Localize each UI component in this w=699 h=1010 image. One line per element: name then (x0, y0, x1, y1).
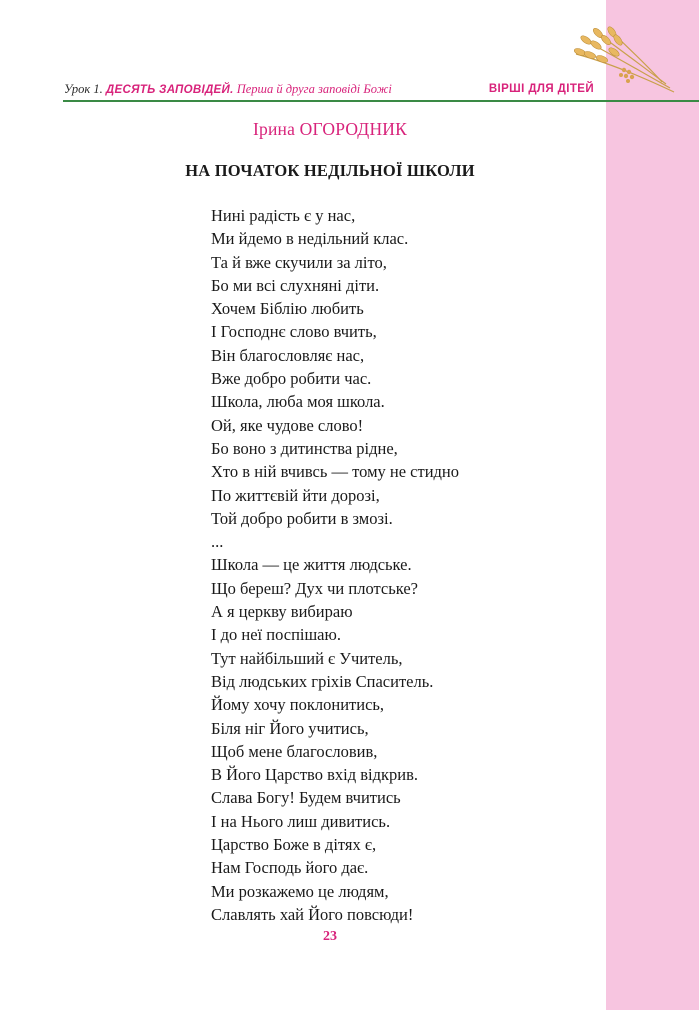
poem-line: Ми розкажемо це людям, (211, 881, 389, 901)
poem-line: Хто в ній вчивсь — тому не стидно (211, 462, 460, 482)
poem-line: Тут найбільший є Учитель, (211, 648, 403, 668)
poem-line: Біля ніг Його учитись, (211, 718, 369, 738)
poem-line: Славлять хай Його повсюди! (211, 904, 414, 924)
poem-line: Він благословляє нас, (211, 345, 365, 365)
side-color-band (606, 0, 699, 1010)
lesson-label: Урок 1. (64, 82, 103, 96)
poem-body (211, 204, 459, 926)
poem-line: Ой, яке чудове слово! (211, 415, 364, 435)
poem-line: Вже добро робити час. (211, 369, 372, 389)
poem-line: Щоб мене благословив, (211, 741, 378, 761)
poem-line: Та й вже скучили за літо, (211, 252, 387, 272)
poem-line: Нам Господь його дає. (211, 858, 369, 878)
poem-line: І на Нього лиш дивитись. (211, 811, 391, 831)
section-title: ВІРШІ ДЛЯ ДІТЕЙ (488, 83, 594, 95)
poem-line: Царство Боже в дітях є, (211, 835, 377, 855)
poem-title: НА ПОЧАТОК НЕДІЛЬНОЇ ШКОЛИ (185, 161, 475, 180)
header-divider (63, 100, 699, 102)
lesson-title: ДЕСЯТЬ ЗАПОВІДЕЙ. (105, 84, 234, 96)
poem-line: Школа — це життя людське. (211, 555, 412, 575)
poem-line: Бо ми всі слухняні діти. (211, 275, 380, 295)
poem-line: По життєвій йти дорозі, (211, 485, 380, 505)
poem-author: Ірина ОГОРОДНИК (252, 119, 407, 139)
poem-line: Ми йдемо в недільний клас. (211, 229, 409, 249)
page-number: 23 (323, 929, 337, 944)
poem-line: Школа, люба моя школа. (211, 392, 385, 412)
running-header (64, 80, 594, 98)
lesson-subtitle: Перша й друга заповіді Божі (236, 82, 392, 96)
poem-line: І Господнє слово вчить, (211, 322, 377, 342)
poem-line: Від людських гріхів Спаситель. (211, 671, 434, 691)
poem-line: Нині радість є у нас, (211, 206, 356, 225)
poem-line: І до неї поспішаю. (211, 625, 341, 645)
poem-line: А я церкву вибираю (211, 602, 353, 622)
poem-line: ... (211, 532, 224, 552)
poem-line: Що береш? Дух чи плотське? (211, 578, 418, 598)
poem-line: Хочем Біблію любить (211, 299, 364, 319)
poem-line: Слава Богу! Будем вчитись (211, 788, 401, 808)
poem-line: Йому хочу поклонитись, (211, 695, 385, 715)
poem-line: Той добро робити в змозі. (211, 508, 393, 528)
poem-line: Бо воно з дитинства рідне, (211, 438, 398, 458)
poem-line: В Його Царство вхід відкрив. (211, 765, 419, 785)
